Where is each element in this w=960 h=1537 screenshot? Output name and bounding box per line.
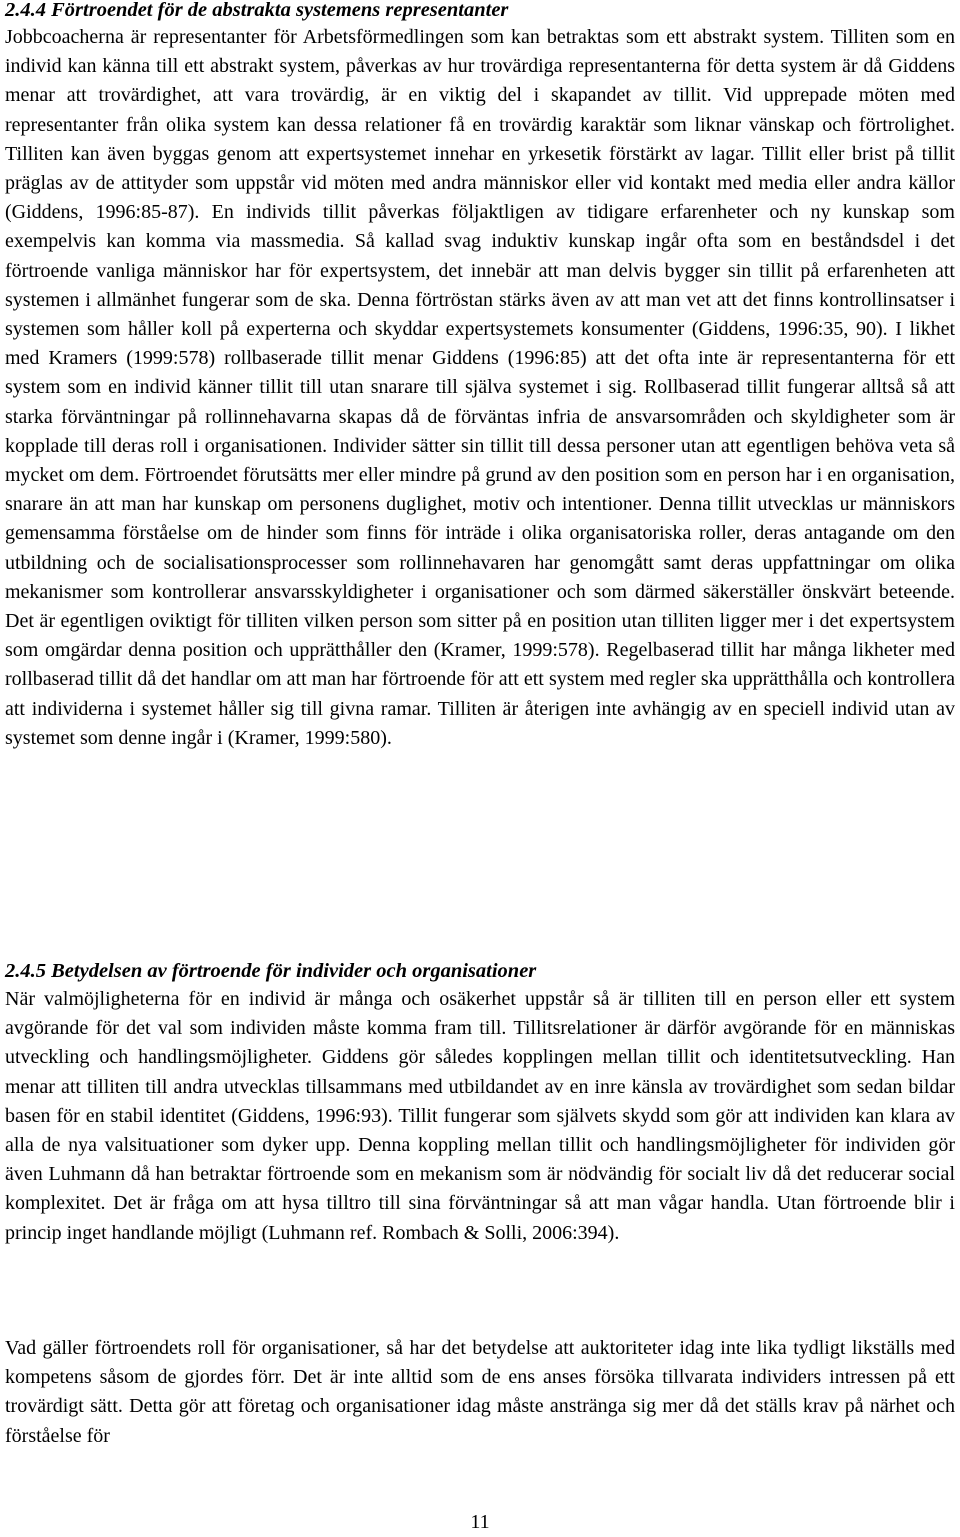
page-number: 11 — [470, 1511, 490, 1533]
section-heading-2-4-5: 2.4.5 Betydelsen av förtroende för individer och organisationer — [5, 960, 537, 982]
body-paragraph: Jobbcoacherna är representanter för Arbetsförmedlingen som kan betraktas som ett abstrakt system. Tilliten som en individ kan känna till ett abstrakt system, påverkas av hur trovärdiga representanterna för detta system är då Giddens menar att trovärdighet, att vara trovärdig, är en viktig del i skapandet av tillit. Vid upprepade möten med representanter från olika system kan dessa relationer få en trovärdig karaktär som liknar vänskap och förtrolighet. Tilliten kan även byggas genom att expertsystemet innehar en yrkesetik förstärkt av lagar. Tillit eller brist på tillit präglas av de attityder som uppstår vid möten med andra människor eller vid kontakt med media eller andra källor (Giddens, 1996:85-87). En individs tillit påverkas följaktligen av tidigare erfarenheter och ny kunskap som exempelvis kan komma via massmedia. Så kallad svag induktiv kunskap ingår ofta som en beståndsdel i det förtroende vanliga människor har för expertsystem, det innebär att man delvis bygger sin tillit på erfarenheten att systemen i allmänhet fungerar som de ska. Denna förtröstan stärks även av att man vet att det finns kontrollinsatser i systemen som håller koll på experterna och skyddar expertsystemets konsumenter (Giddens, 1996:35, 90). I likhet med Kramers (1999:578) rollbaserade tillit menar Giddens (1996:85) att det ofta inte är representanterna för ett system som en individ känner tillit till utan snarare till själva systemet i sig. Rollbaserad tillit fungerar alltså så att starka förväntningar på rollinnehavarna skapas då de förväntas infria de ansvarsområden och skyldigheter som är kopplade till deras roll i organisationen. Individer sätter sin tillit till dessa personer utan att egentligen behöva veta så mycket om dem. Förtroendet förutsätts mer eller mindre på grund av den position som en person har i en organisation, snarare än att man har kunskap om personens duglighet, motiv och intentioner. Denna tillit utvecklas ur människors gemensamma förståelse om de hinder som finns för inträde i olika organisatoriska roller, deras antagande om den utbildning och de socialisationsprocesser som rollinnehavaren har genomgått samt deras uppfattningar om olika mekanismer som kontrollerar ansvarsskyldigheter i organisationer och som därmed säkerställer önskvärt beteende. Det är egentligen oviktigt för tilliten vilken person som sitter på en position utan tilliten ligger mer i det expertsystem som omgärdar denna position och upprätthåller den (Kramer, 1999:578). Regelbaserad tillit har många likheter med rollbaserad tillit då det handlar om att man har förtroende för att ett system med regler ska upprätthålla och kontrollera att individerna i systemet håller sig till givna ramar. Tilliten är återigen inte avhängig av en speciell individ utan av systemet som denne ingår i (Kramer, 1999:580). — [5, 26, 955, 749]
section-heading-2-4-4: 2.4.4 Förtroendet för de abstrakta systemens representanter — [5, 0, 509, 21]
body-paragraph: Vad gäller förtroendets roll för organisationer, så har det betydelse att auktoriteter idag inte lika tydligt likställs med kompetens såsom de gjordes förr. Det är inte alltid som de ens anses försöka tillvarata individers intressen på ett trovärdigt sätt. Detta gör att företag och organisationer idag måste anstränga sig mer då det ställs krav på närhet och förståelse för — [5, 1337, 955, 1447]
body-paragraph: När valmöjligheterna för en individ är många och osäkerhet uppstår så är tilliten till en person eller ett system avgörande för det val som individen måste komma fram till. Tillitsrelationer är därför avgörande för en människas utveckling och handlingsmöjligheter. Giddens gör således kopplingen mellan tillit och identitetsutveckling. Han menar att tilliten till andra utvecklas tillsammans med utbildandet av en inre känsla av trovärdighet som sedan bildar basen för en stabil identitet (Giddens, 1996:93). Tillit fungerar som självets skydd som gör att individen kan klara av alla de nya valsituationer som dyker upp. Denna koppling mellan tillit och handlingsmöjligheter för individen gör även Luhmann då han betraktar förtroende som en mekanism som är nödvändig för socialt liv då det reducerar social komplexitet. Det är fråga om att hysa tilltro till sina förväntningar så att man vågar handla. Utan förtroende blir i princip inget handlande möjligt (Luhmann ref. Rombach & Solli, 2006:394). — [5, 988, 955, 1244]
